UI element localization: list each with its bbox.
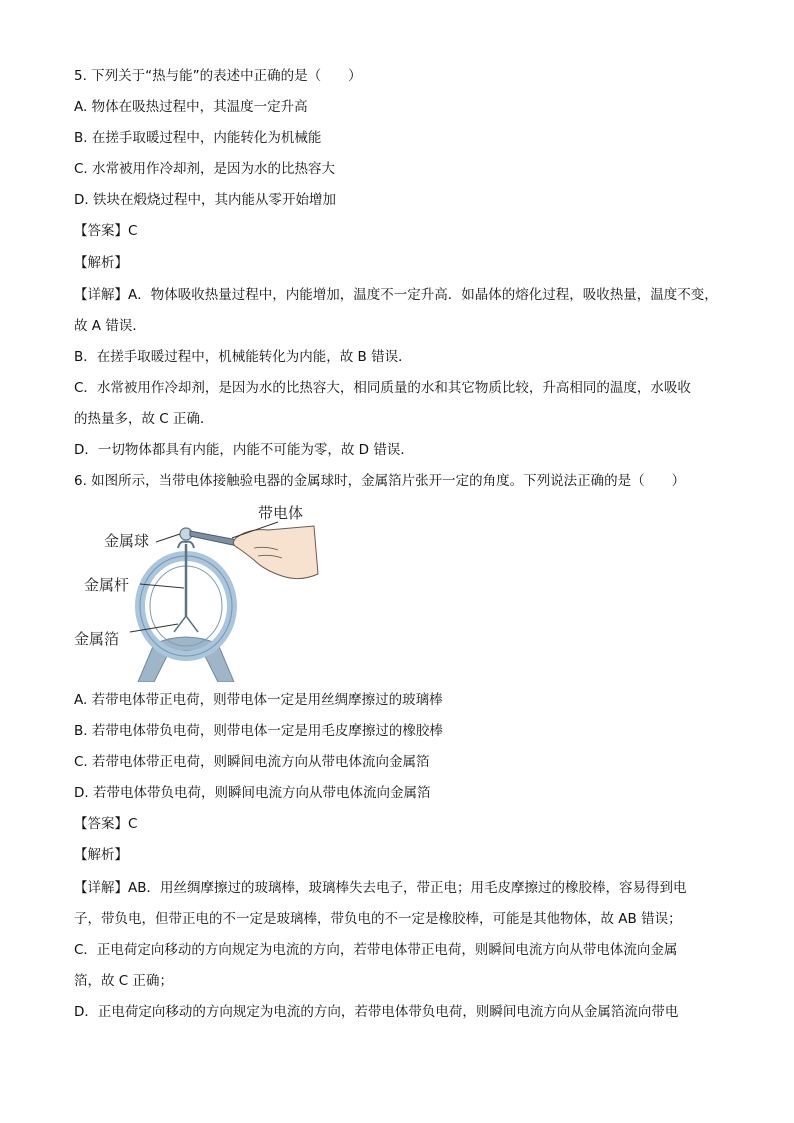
label-metal-rod: 金属杆: [84, 576, 130, 594]
q6-option-d: D. 若带电体带负电荷，则瞬间电流方向从带电体流向金属箔: [74, 785, 431, 801]
q6-stem: 6. 如图所示，当带电体接触验电器的金属球时，金属箔片张开一定的角度。下列说法正确的是（ ）: [74, 473, 686, 489]
q5-option-d: D. 铁块在煅烧过程中，其内能从零开始增加: [74, 192, 336, 208]
q5-detail-line-4: C．水常被用作冷却剂，是因为水的比热容大，相同质量的水和其它物质比较，升高相同的温度，水吸收: [74, 380, 691, 396]
label-metal-ball: 金属球: [104, 532, 150, 550]
electroscope-diagram: [68, 504, 328, 682]
q5-detail-line-2: 故 A 错误．: [74, 318, 146, 334]
q6-detail-line-3: C．正电荷定向移动的方向规定为电流的方向，若带电体带正电荷，则瞬间电流方向从带电体流向金属: [74, 942, 678, 958]
q5-option-b: B. 在搓手取暖过程中，内能转化为机械能: [74, 130, 322, 146]
q6-answer: 【答案】C: [74, 816, 138, 832]
q5-detail-line-1: 【详解】A．物体吸收热量过程中，内能增加，温度不一定升高．如晶体的熔化过程，吸收热量，温度不变，: [74, 287, 718, 303]
q5-option-c: C. 水常被用作冷却剂，是因为水的比热容大: [74, 161, 336, 177]
q6-detail-line-1: 【详解】AB．用丝绸摩擦过的玻璃棒，玻璃棒失去电子，带正电；用毛皮摩擦过的橡胶棒，容易得到电: [74, 880, 687, 896]
q5-option-a: A. 物体在吸热过程中，其温度一定升高: [74, 99, 308, 115]
q5-stem: 5. 下列关于“热与能”的表述中正确的是（ ）: [74, 68, 362, 84]
hand-illustration: [233, 526, 318, 579]
electroscope-figure: [68, 504, 328, 682]
q5-detail-line-5: 的热量多，故 C 正确．: [74, 411, 214, 427]
label-charged-body: 带电体: [258, 504, 304, 522]
q5-detail-line-6: D．一切物体都具有内能，内能不可能为零，故 D 错误．: [74, 442, 414, 458]
q5-analysis-title: 【解析】: [74, 255, 128, 271]
q6-option-c: C. 若带电体带正电荷，则瞬间电流方向从带电体流向金属箔: [74, 754, 430, 770]
metal-foil-right: [186, 616, 198, 632]
q6-option-a: A. 若带电体带正电荷，则带电体一定是用丝绸摩擦过的玻璃棒: [74, 692, 443, 708]
q6-detail-line-4: 箔，故 C 正确；: [74, 973, 174, 989]
q6-detail-line-2: 子，带负电，但带正电的不一定是玻璃棒，带负电的不一定是橡胶棒，可能是其他物体，故 AB 错误；: [74, 911, 682, 927]
label-metal-foil: 金属箔: [74, 630, 120, 648]
q6-option-b: B. 若带电体带负电荷，则带电体一定是用毛皮摩擦过的橡胶棒: [74, 723, 443, 739]
q5-answer: 【答案】C: [74, 223, 138, 239]
q5-detail-line-3: B．在搓手取暖过程中，机械能转化为内能，故 B 错误．: [74, 349, 412, 365]
q6-detail-line-5: D．正电荷定向移动的方向规定为电流的方向，若带电体带负电荷，则瞬间电流方向从金属箔流向带电: [74, 1004, 679, 1020]
q6-analysis-title: 【解析】: [74, 847, 128, 863]
